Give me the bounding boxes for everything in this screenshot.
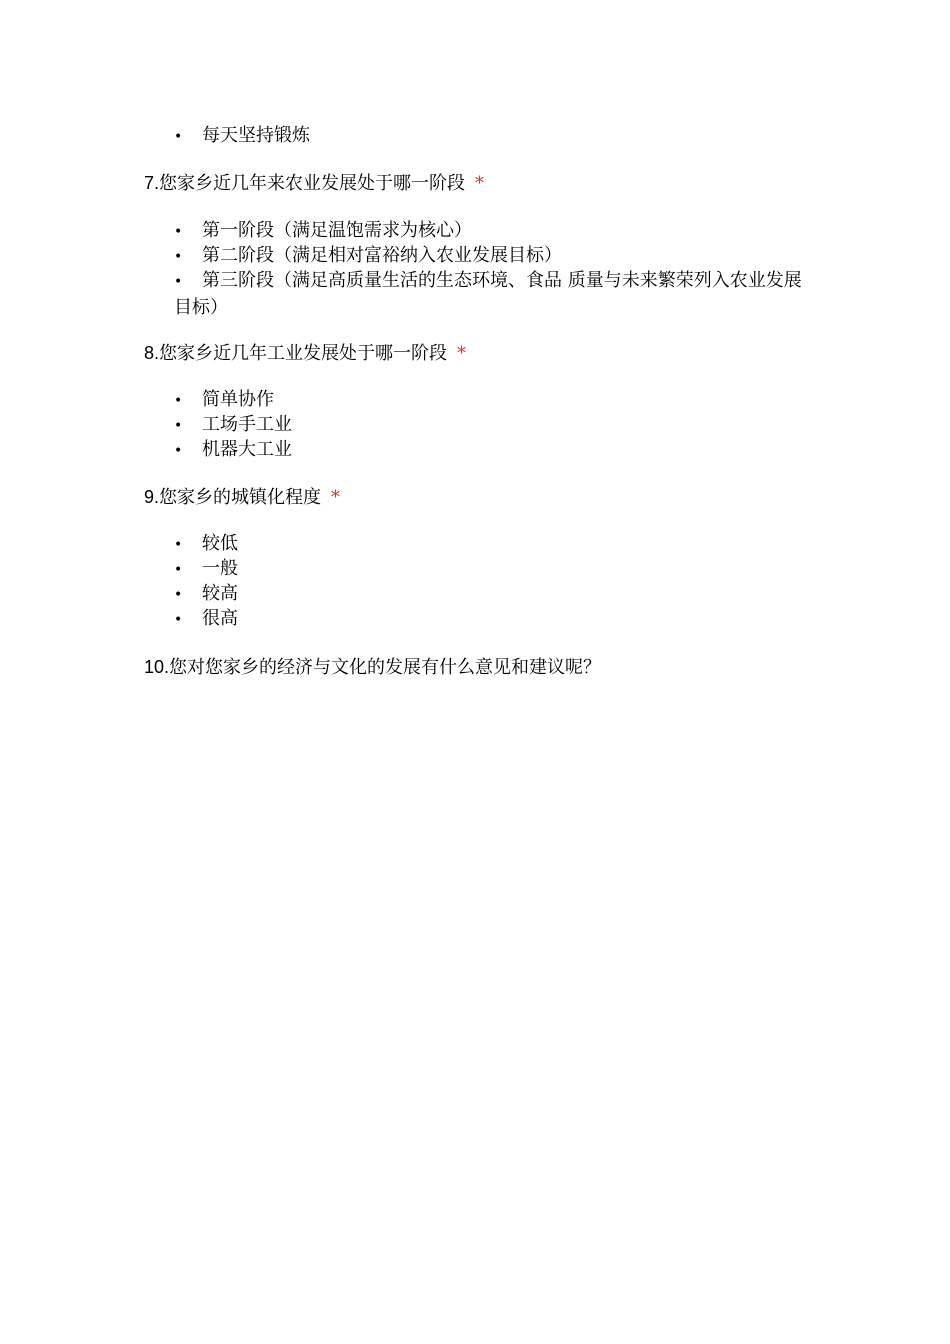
bullet-icon: • <box>174 418 183 434</box>
question-10-title <box>144 655 824 680</box>
list-item <box>174 531 814 558</box>
option-label: 工场手工业 <box>202 414 292 435</box>
list-item <box>174 412 814 439</box>
bullet-icon: • <box>174 129 183 145</box>
question-text: 您家乡的城镇化程度 <box>159 487 322 508</box>
question-text: 您对您家乡的经济与文化的发展有什么意见和建议呢？ <box>169 657 602 678</box>
option-label: 第二阶段（满足相对富裕纳入农业发展目标） <box>202 245 562 266</box>
list-item <box>174 556 814 583</box>
bullet-icon: • <box>174 537 183 553</box>
question-text: 您家乡近几年来农业发展处于哪一阶段 <box>159 173 466 194</box>
bullet-icon: • <box>174 562 183 578</box>
required-icon: * <box>457 343 467 364</box>
option-label: 第一阶段（满足温饱需求为核心） <box>202 220 472 241</box>
option-label: 较高 <box>202 583 238 604</box>
list-item <box>174 606 814 633</box>
list-item <box>174 437 814 464</box>
option-label: 第三阶段（满足高质量生活的生态环境、食品 质量与未来繁荣列入农业发展目标） <box>174 270 802 318</box>
question-number: 10. <box>144 657 170 677</box>
option-label: 很高 <box>202 608 238 629</box>
question-8-title <box>144 341 824 366</box>
list-item <box>174 218 814 245</box>
bullet-icon: • <box>174 249 183 265</box>
bullet-icon: • <box>174 224 183 240</box>
question-9-title <box>144 485 824 510</box>
option-label: 每天坚持锻炼 <box>202 125 310 146</box>
bullet-icon: • <box>174 393 183 409</box>
question-text: 您家乡近几年工业发展处于哪一阶段 <box>159 343 448 364</box>
question-7-title <box>144 171 824 196</box>
list-item <box>174 123 814 150</box>
option-label: 一般 <box>202 558 238 579</box>
question-number: 7. <box>144 173 160 193</box>
bullet-icon: • <box>174 274 183 290</box>
question-number: 9. <box>144 487 160 507</box>
list-item <box>174 243 814 270</box>
required-icon: * <box>475 173 485 194</box>
required-icon: * <box>331 487 341 508</box>
bullet-icon: • <box>174 443 183 459</box>
question-number: 8. <box>144 343 160 363</box>
bullet-icon: • <box>174 612 183 628</box>
option-label: 机器大工业 <box>202 439 292 460</box>
option-label: 较低 <box>202 533 238 554</box>
list-item <box>174 268 814 320</box>
list-item <box>174 581 814 608</box>
option-label: 简单协作 <box>202 389 274 410</box>
bullet-icon: • <box>174 587 183 603</box>
list-item <box>174 387 814 414</box>
